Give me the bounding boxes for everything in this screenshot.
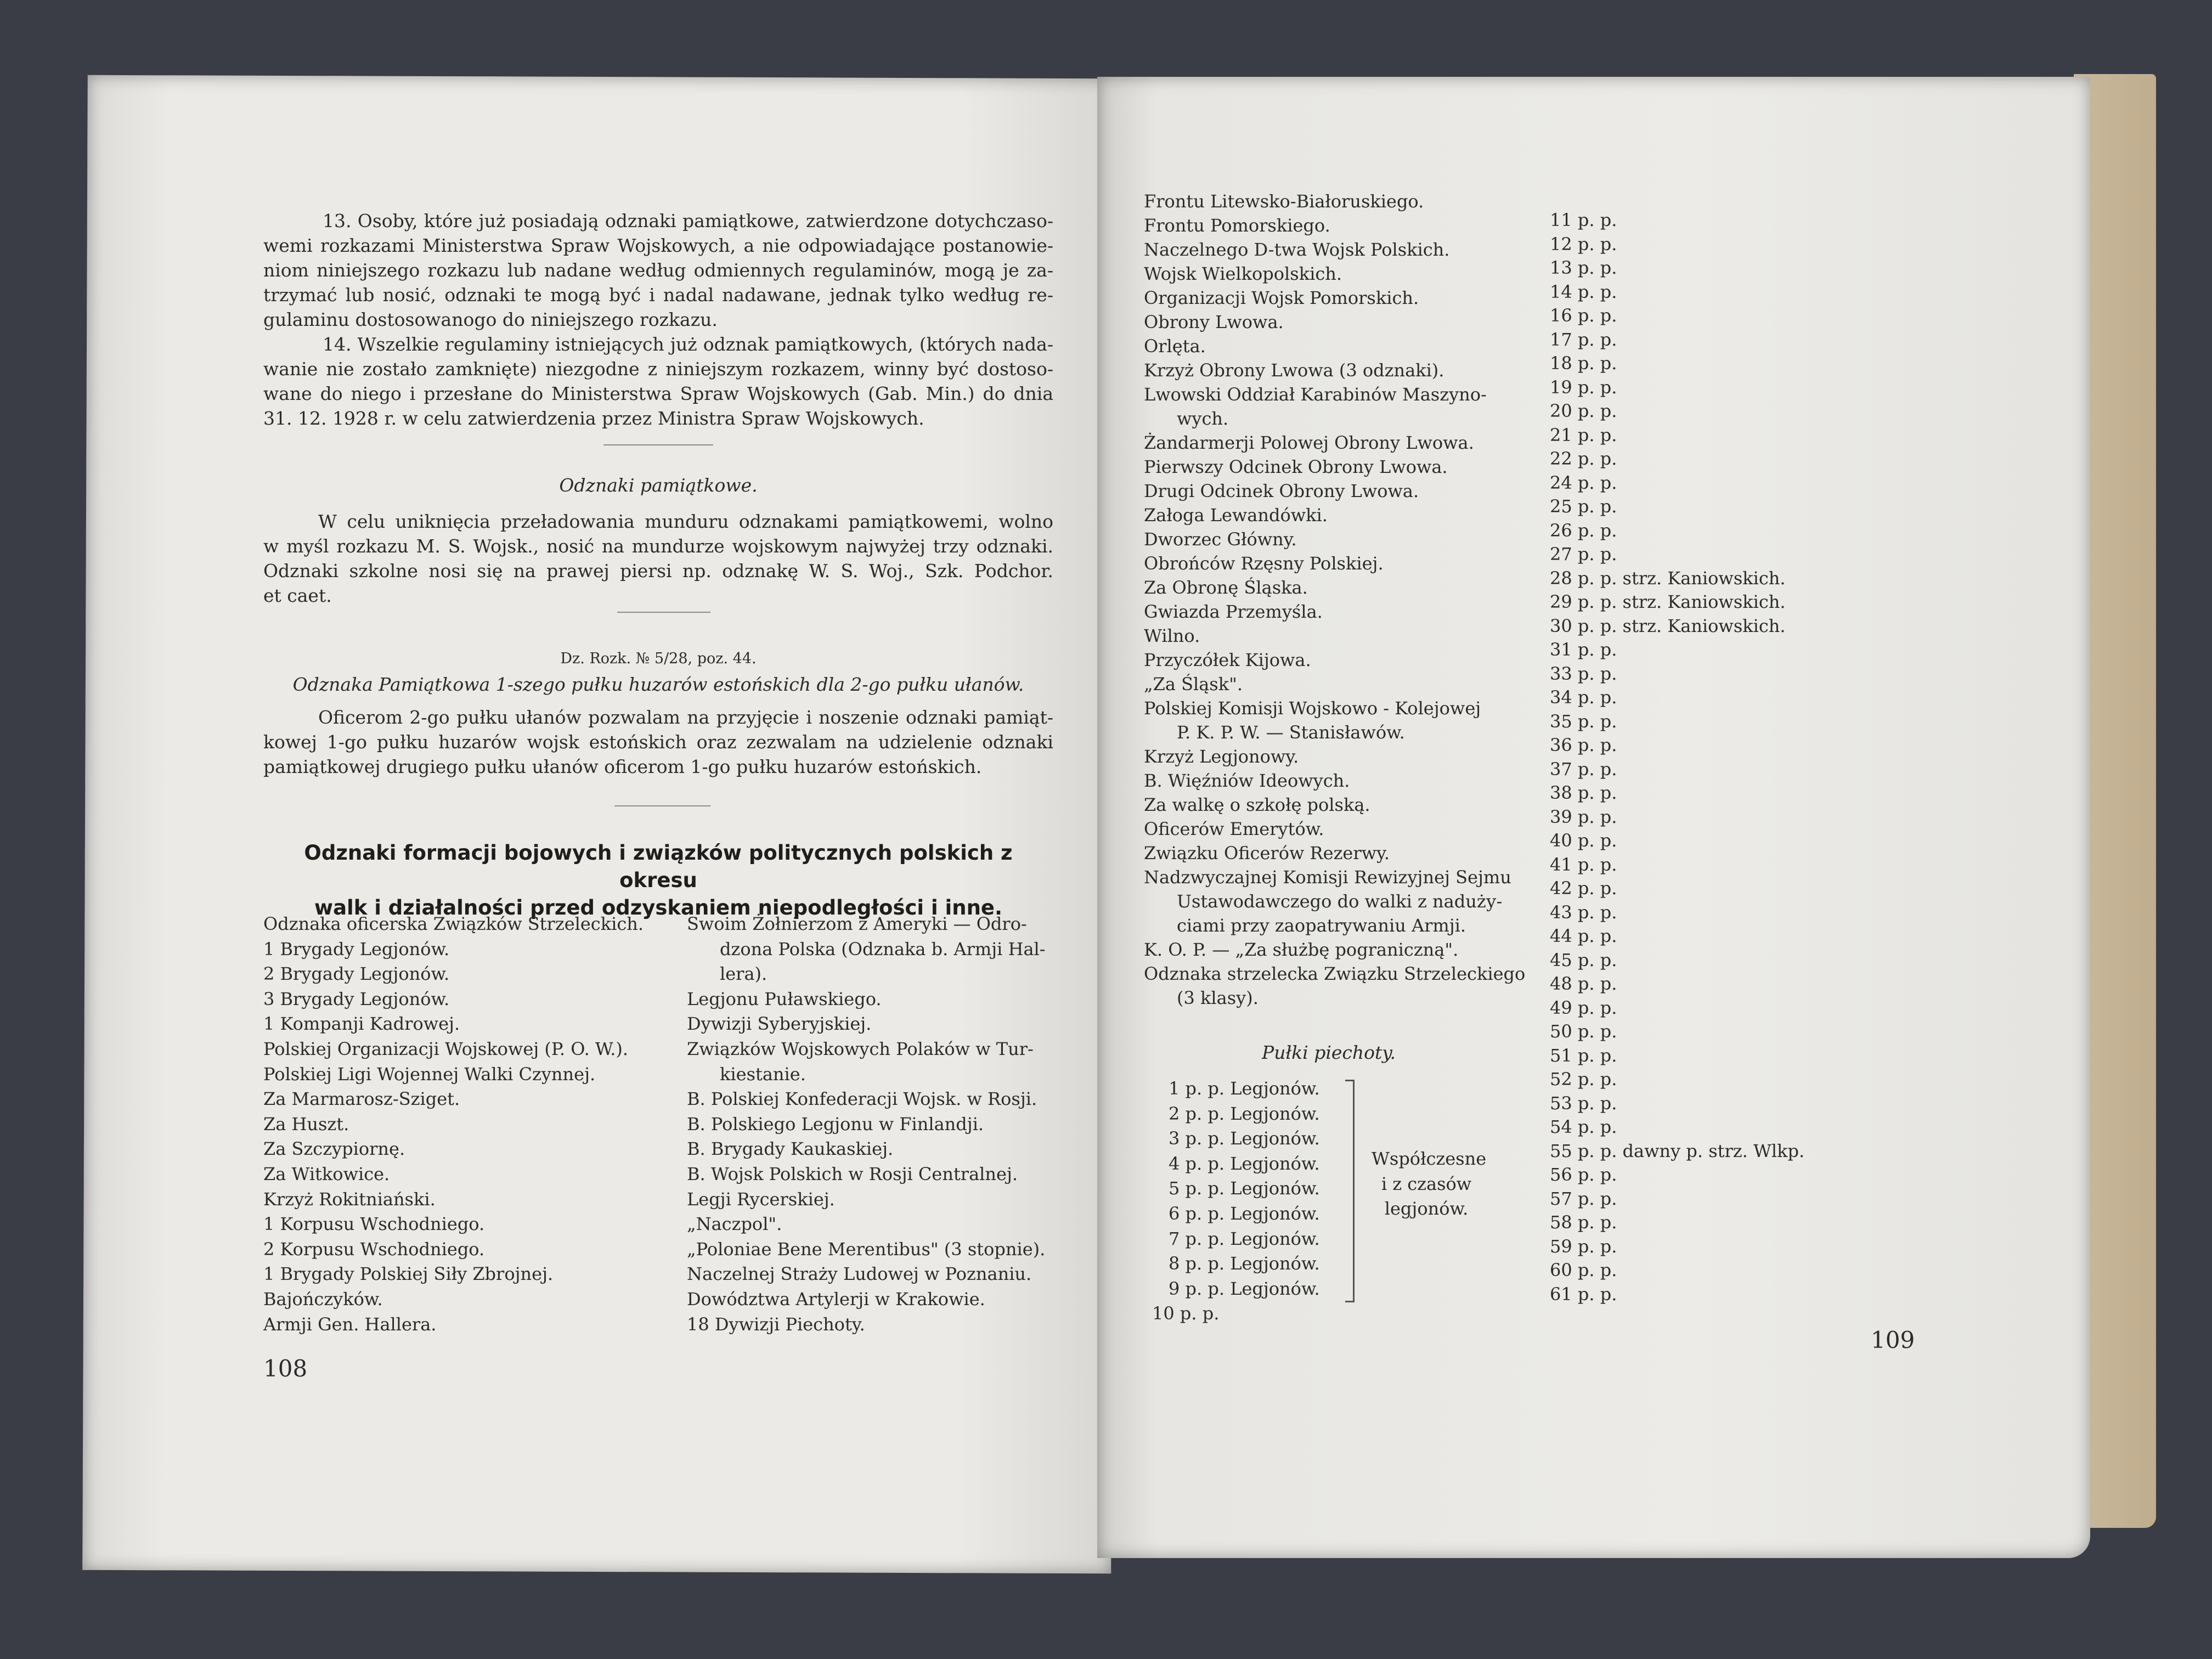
- regiment-item: 59 p. p.: [1550, 1235, 1617, 1257]
- list-item: lera).: [720, 963, 768, 985]
- list-item: 2 p. p. Legjonów.: [1169, 1103, 1320, 1124]
- s2-line-2: kowej 1-go pułku huzarów wojsk estońskich oraz zezwalam na udzielenie odznaki: [263, 731, 1053, 753]
- brace: [1345, 1080, 1355, 1302]
- list-item: Drugi Odcinek Obrony Lwowa.: [1144, 481, 1419, 501]
- list-item: „Naczpol".: [687, 1214, 782, 1235]
- list-item: Frontu Pomorskiego.: [1144, 215, 1330, 236]
- divider: [614, 805, 710, 806]
- regiment-item: 45 p. p.: [1550, 949, 1617, 970]
- regiment-item: 60 p. p.: [1550, 1260, 1617, 1280]
- list-item: Za Obronę Śląska.: [1144, 577, 1308, 598]
- regiment-item: 14 p. p.: [1550, 281, 1617, 302]
- list-item: Krzyż Obrony Lwowa (3 odznaki).: [1144, 360, 1444, 381]
- regiment-item: 29 p. p. strz. Kaniowskich.: [1550, 591, 1786, 612]
- divider: [617, 612, 710, 613]
- section-title-pulki-piechoty: Pułki piechoty.: [1262, 1042, 1396, 1063]
- regiment-item: 43 p. p.: [1550, 901, 1617, 923]
- list-item: Polskiej Ligi Wojennej Walki Czynnej.: [263, 1063, 596, 1085]
- list-item: Gwiazda Przemyśla.: [1144, 601, 1323, 622]
- list-item: Dywizji Syberyjskiej.: [687, 1013, 872, 1035]
- regiment-item: 38 p. p.: [1550, 782, 1617, 803]
- list-item: Legjonu Puławskiego.: [687, 988, 882, 1009]
- regiment-item: 34 p. p.: [1550, 687, 1617, 708]
- paragraph-13: [263, 208, 1053, 431]
- list-item: Pierwszy Odcinek Obrony Lwowa.: [1144, 456, 1448, 477]
- list-item: 1 Brygady Polskiej Siły Zbrojnej.: [263, 1263, 554, 1285]
- regiments-list: [1550, 208, 1804, 1306]
- list-item: Nadzwyczajnej Komisji Rewizyjnej Sejmu: [1144, 867, 1511, 888]
- list-item: Przyczółek Kijowa.: [1144, 650, 1311, 670]
- list-item: Armji Gen. Hallera.: [263, 1313, 437, 1335]
- list-item: 1 Brygady Legjonów.: [263, 938, 450, 960]
- list-item: 2 Korpusu Wschodniego.: [263, 1238, 485, 1260]
- heading-line-1: Odznaki formacji bojowych i związków politycznych polskich z okresu: [304, 841, 1013, 892]
- regiment-item: 55 p. p. dawny p. strz. Wlkp.: [1550, 1140, 1805, 1161]
- s1-line-2: w myśl rozkazu M. S. Wojsk., nosić na mundurze wojskowym najwyżej trzy odznaki.: [263, 535, 1053, 557]
- list-item: B. Brygady Kaukaskiej.: [687, 1138, 894, 1160]
- s1-line-1: W celu uniknięcia przeładowania munduru odznakami pamiątkowemi, wolno: [318, 511, 1053, 532]
- brace-note: [1372, 1147, 1487, 1222]
- brace-note-line: legjonów.: [1384, 1198, 1469, 1220]
- badge-list-col-2: [687, 912, 1046, 1337]
- regiment-item: 28 p. p. strz. Kaniowskich.: [1550, 567, 1786, 589]
- list-item: Za Huszt.: [263, 1113, 349, 1135]
- list-item: Frontu Litewsko-Białoruskiego.: [1144, 191, 1424, 212]
- list-item: Legji Rycerskiej.: [687, 1188, 835, 1210]
- regiment-item: 24 p. p.: [1550, 472, 1617, 493]
- regiment-item: 41 p. p.: [1550, 854, 1617, 875]
- s2-line-3: pamiątkowej drugiego pułku ułanów oficerom 1-go pułku huzarów estońskich.: [263, 756, 982, 777]
- list-item: B. Polskiej Konfederacji Wojsk. w Rosji.: [687, 1088, 1037, 1110]
- list-item: B. Wojsk Polskich w Rosji Centralnej.: [687, 1163, 1018, 1184]
- p14-line-1: 14. Wszelkie regulaminy istniejących już odznak pamiątkowych, (których nada-: [323, 334, 1053, 355]
- regiment-item: 42 p. p.: [1550, 878, 1617, 899]
- regiment-item: 20 p. p.: [1550, 400, 1617, 421]
- list-item: B. Polskiego Legjonu w Finlandji.: [687, 1113, 984, 1135]
- p13-line-1: 13. Osoby, które już posiadają odznaki pamiątkowe, zatwierdzone dotychczaso-: [323, 210, 1053, 232]
- regiment-item: 44 p. p.: [1550, 926, 1617, 946]
- list-item: 18 Dywizji Piechoty.: [687, 1313, 865, 1335]
- regiment-item: 16 p. p.: [1550, 305, 1617, 326]
- divider: [603, 444, 713, 445]
- regiment-item: 33 p. p.: [1550, 663, 1617, 684]
- regiment-item: 56 p. p.: [1550, 1164, 1617, 1185]
- page-number-left: 108: [263, 1355, 308, 1382]
- regiment-item: 21 p. p.: [1550, 424, 1617, 445]
- regiment-item: 25 p. p.: [1550, 496, 1617, 517]
- regiment-item: 22 p. p.: [1550, 448, 1617, 469]
- list-item: Swoim Żołnierzom z Ameryki — Odro-: [687, 913, 1027, 934]
- regiment-item: 35 p. p.: [1550, 710, 1617, 732]
- list-item: Za Marmarosz-Sziget.: [263, 1088, 460, 1110]
- regiment-item: 12 p. p.: [1550, 233, 1617, 255]
- brace-note-line: i z czasów: [1381, 1173, 1472, 1194]
- badge-list-col-1: [263, 912, 644, 1337]
- regiment-item: 39 p. p.: [1550, 806, 1617, 827]
- section-heading: [263, 839, 1053, 922]
- regiment-item: 40 p. p.: [1550, 830, 1617, 851]
- list-item: „Za Śląsk".: [1144, 674, 1243, 695]
- order-reference: Dz. Rozk. № 5/28, poz. 44.: [560, 650, 757, 667]
- list-item: Za Witkowice.: [263, 1163, 390, 1184]
- regiment-item: 11 p. p.: [1550, 210, 1617, 230]
- regiment-item: 26 p. p.: [1550, 520, 1617, 541]
- list-item: Oficerów Emerytów.: [1144, 819, 1324, 839]
- heading-line-2: walk i działalności przed odzyskaniem niepodległości i inne.: [314, 896, 1003, 919]
- list-item: ciami przy zaopatrywaniu Armji.: [1177, 915, 1466, 936]
- list-item: Dworzec Główny.: [1144, 529, 1297, 550]
- list-item: 8 p. p. Legjonów.: [1169, 1253, 1320, 1274]
- p14-line-2: wanie nie zostało zamknięte) niezgodne z niniejszym rozkazem, winny być dostoso-: [263, 358, 1053, 380]
- regiment-item: 61 p. p.: [1550, 1283, 1617, 1305]
- list-item: 5 p. p. Legjonów.: [1169, 1178, 1320, 1199]
- list-item: wych.: [1177, 408, 1229, 429]
- s1-line-3: Odznaki szkolne nosi się na prawej piersi np. odznakę W. S. Woj., Szk. Podchor.: [263, 560, 1053, 582]
- list-item: Orlęta.: [1144, 336, 1206, 357]
- section2-body: [263, 705, 1053, 779]
- list-item: Lwowski Oddział Karabinów Maszyno-: [1144, 384, 1487, 405]
- list-item: Krzyż Legjonowy.: [1144, 746, 1299, 767]
- p14-line-3: wane do niego i przesłane do Ministerstwa Spraw Wojskowych (Gab. Min.) do dnia: [263, 383, 1053, 404]
- list-item: Dowództwa Artylerji w Krakowie.: [687, 1288, 985, 1310]
- regiment-item: 52 p. p.: [1550, 1069, 1617, 1090]
- regiment-item: 48 p. p.: [1550, 973, 1617, 994]
- regiment-item: 57 p. p.: [1550, 1188, 1617, 1209]
- regiment-item: 27 p. p.: [1550, 544, 1617, 565]
- list-item: Krzyż Rokitniański.: [263, 1188, 436, 1210]
- list-item: 3 Brygady Legjonów.: [263, 988, 450, 1009]
- list-item: Obrońców Rzęsny Polskiej.: [1144, 553, 1384, 574]
- list-item: Związków Wojskowych Polaków w Tur-: [687, 1038, 1034, 1059]
- p13-line-3: niom niniejszego rozkazu lub nadane według odmiennych regulaminów, mogą je za-: [263, 259, 1053, 281]
- regiment-item: 18 p. p.: [1550, 353, 1617, 374]
- list-item: (3 klasy).: [1177, 988, 1259, 1008]
- regiment-item: 54 p. p.: [1550, 1116, 1617, 1137]
- regiment-item: 53 p. p.: [1550, 1092, 1617, 1114]
- regiment-item: 37 p. p.: [1550, 758, 1617, 780]
- p13-line-5: gulaminu dostosowanogo do niniejszego rozkazu.: [263, 309, 718, 330]
- list-item: Bajończyków.: [263, 1288, 383, 1310]
- list-item: Żandarmerji Polowej Obrony Lwowa.: [1144, 432, 1474, 453]
- list-item: 10 p. p.: [1152, 1303, 1220, 1324]
- regiment-item: 31 p. p.: [1550, 639, 1617, 660]
- list-item: 2 Brygady Legjonów.: [263, 963, 450, 985]
- list-item: Ustawodawczego do walki z nadużу-: [1177, 891, 1503, 912]
- section-title-odznaka-huzarow: Odznaka Pamiątkowa 1-szego pułku huzarów estońskich dla 2-go pułku ułanów.: [292, 674, 1024, 695]
- legion-regiments-list: [1152, 1076, 1320, 1327]
- s1-line-4: et caet.: [263, 585, 332, 606]
- list-item: 1 p. p. Legjonów.: [1169, 1078, 1320, 1099]
- list-item: Obrony Lwowa.: [1144, 312, 1284, 332]
- list-item: 7 p. p. Legjonów.: [1169, 1228, 1320, 1249]
- list-item: Polskiej Organizacji Wojskowej (P. O. W.).: [263, 1038, 629, 1059]
- list-item: 1 Kompanji Kadrowej.: [263, 1013, 460, 1035]
- list-item: Odznaka strzelecka Związku Strzeleckiego: [1144, 963, 1526, 984]
- section-title-odznaki-pamiatkowe: Odznaki pamiątkowe.: [559, 475, 758, 496]
- list-item: P. K. P. W. — Stanisławów.: [1177, 722, 1405, 743]
- regiment-item: 13 p. p.: [1550, 257, 1617, 278]
- list-item: 4 p. p. Legjonów.: [1169, 1153, 1320, 1174]
- list-item: kiestanie.: [720, 1063, 806, 1085]
- list-item: Załoga Lewandówki.: [1144, 505, 1328, 526]
- list-item: dzona Polska (Odznaka b. Armji Hal-: [720, 938, 1046, 960]
- list-item: K. O. P. — „Za służbę pograniczną".: [1144, 939, 1459, 960]
- list-item: Odznaka oficerska Związków Strzeleckich.: [263, 913, 644, 934]
- list-item: 1 Korpusu Wschodniego.: [263, 1214, 485, 1235]
- s2-line-1: Oficerom 2-go pułku ułanów pozwalam na przyjęcie i noszenie odznaki pamiąt-: [318, 707, 1053, 728]
- regiment-item: 49 p. p.: [1550, 997, 1617, 1018]
- list-item: 9 p. p. Legjonów.: [1169, 1278, 1320, 1299]
- page-number-right: 109: [1871, 1327, 1915, 1353]
- list-item: Polskiej Komisji Wojskowo - Kolejowej: [1144, 698, 1481, 719]
- regiment-item: 50 p. p.: [1550, 1021, 1617, 1042]
- list-item: Organizacji Wojsk Pomorskich.: [1144, 287, 1419, 308]
- list-item: Wojsk Wielkopolskich.: [1144, 263, 1342, 284]
- p14-line-4: 31. 12. 1928 r. w celu zatwierdzenia przez Ministra Spraw Wojskowych.: [263, 408, 924, 429]
- section1-body: [263, 509, 1053, 608]
- p13-line-2: wemi rozkazami Ministerstwa Spraw Wojskowych, a nie odpowiadające postanowie-: [263, 235, 1053, 256]
- regiment-item: 17 p. p.: [1550, 329, 1617, 350]
- badge-list-right: [1144, 189, 1525, 1010]
- list-item: Za Szczypiornę.: [263, 1138, 405, 1160]
- list-item: „Poloniae Bene Merentibus" (3 stopnie).: [687, 1238, 1046, 1260]
- list-item: 6 p. p. Legjonów.: [1169, 1203, 1320, 1224]
- regiment-item: 19 p. p.: [1550, 376, 1617, 398]
- regiment-item: 36 p. p.: [1550, 735, 1617, 755]
- list-item: Wilno.: [1144, 625, 1200, 646]
- regiment-item: 58 p. p.: [1550, 1212, 1617, 1233]
- list-item: 3 p. p. Legjonów.: [1169, 1128, 1320, 1149]
- list-item: B. Więźniów Ideowych.: [1144, 770, 1350, 791]
- list-item: Naczelnego D-twa Wojsk Polskich.: [1144, 239, 1450, 260]
- list-item: Związku Oficerów Rezerwy.: [1144, 843, 1390, 864]
- p13-line-4: trzymać lub nosić, odznaki te mogą być i nadal nadawane, jednak tylko według re-: [263, 284, 1053, 306]
- list-item: Naczelnej Straży Ludowej w Poznaniu.: [687, 1263, 1032, 1285]
- regiment-item: 30 p. p. strz. Kaniowskich.: [1550, 615, 1786, 636]
- list-item: Za walkę o szkołę polską.: [1144, 794, 1370, 815]
- brace-note-line: Współczesne: [1372, 1148, 1487, 1169]
- regiment-item: 51 p. p.: [1550, 1045, 1617, 1066]
